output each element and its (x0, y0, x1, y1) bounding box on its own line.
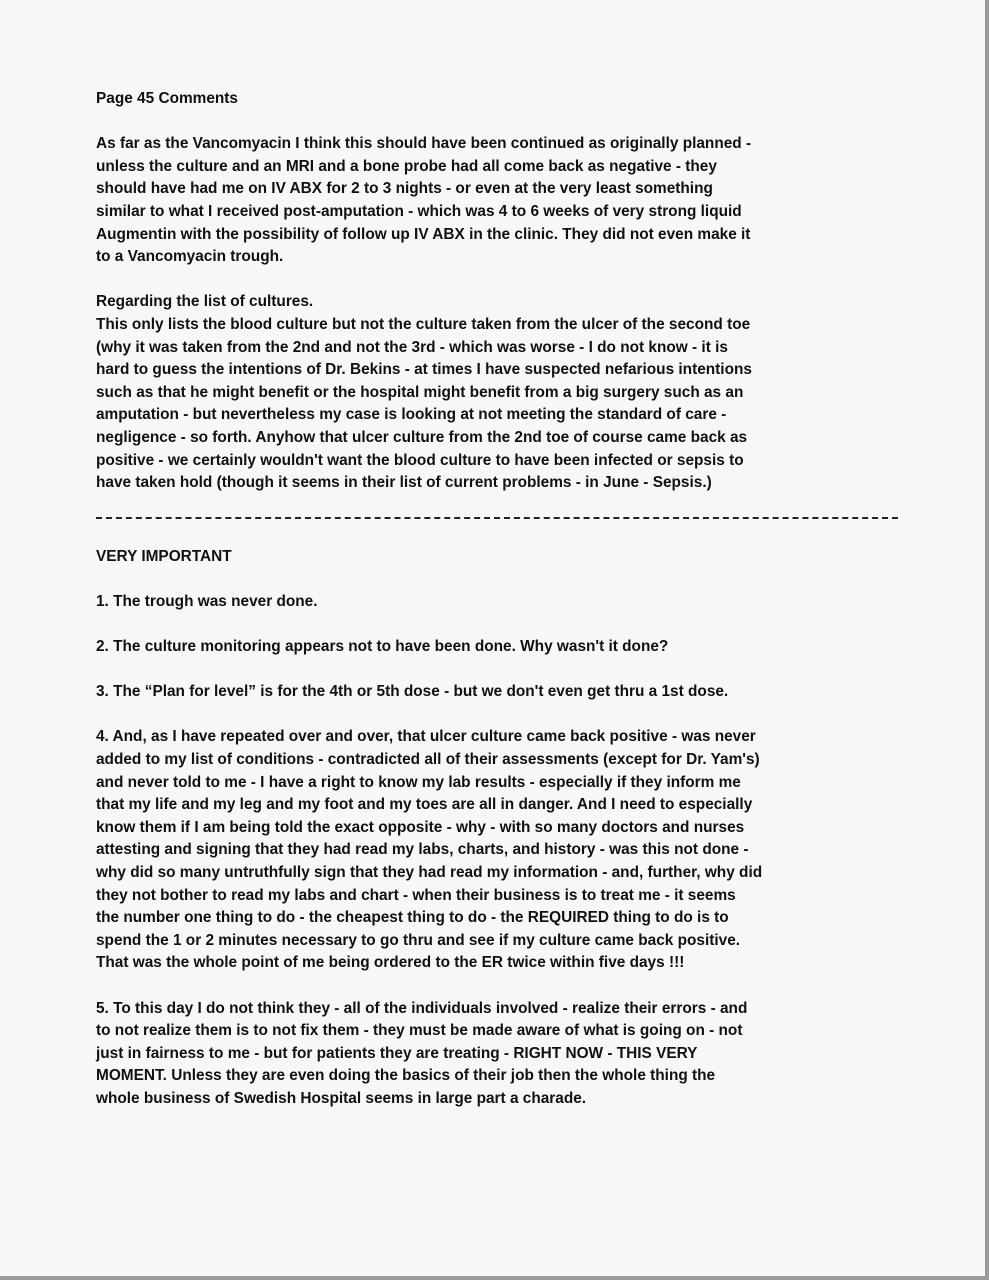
list-item-5 (96, 998, 896, 1111)
spacer (96, 269, 896, 292)
text-line: spend the 1 or 2 minutes necessary to go thru and see if my culture came back positive. (96, 931, 741, 949)
text-line: As far as the Vancomyacin I think this should have been continued as originally planned - (96, 135, 752, 153)
spacer (96, 659, 896, 682)
paragraph-cultures (96, 291, 896, 494)
text-line: just in fairness to me - but for patients they are treating - RIGHT NOW - THIS VERY (96, 1044, 698, 1062)
page-title: Page 45 Comments (96, 90, 238, 107)
spacer (96, 613, 896, 636)
list-item-1: 1. The trough was never done. (96, 592, 318, 610)
text-line: to not realize them is to not fix them - they must be made aware of what is going on - not (96, 1022, 743, 1040)
text-line: know them if I am being told the exact opposite - why - with so many doctors and nurses (96, 818, 745, 836)
text-line: Regarding the list of cultures. (96, 293, 314, 311)
dashed-divider (96, 517, 898, 520)
text-line: negligence - so forth. Anyhow that ulcer culture from the 2nd toe of course came back as (96, 428, 748, 446)
text-line: added to my list of conditions - contradicted all of their assessments (except for Dr. Yam's) (96, 751, 760, 769)
text-line: unless the culture and an MRI and a bone probe had all come back as negative - they (96, 157, 717, 175)
text-line: they not bother to read my labs and chart - when their business is to treat me - it seems (96, 886, 736, 904)
text-line: attesting and signing that they had read my labs, charts, and history - was this not done - (96, 841, 749, 859)
text-line: Augmentin with the possibility of follow up IV ABX in the clinic. They did not even make it (96, 225, 751, 243)
text-line: should have had me on IV ABX for 2 to 3 nights - or even at the very least something (96, 180, 713, 198)
text-line: have taken hold (though it seems in their list of current problems - in June - Sepsis.) (96, 474, 712, 492)
text-line: why did so many untruthfully sign that they had read my information - and, further, why did (96, 864, 763, 881)
text-line: to a Vancomyacin trough. (96, 248, 284, 266)
list-item-4 (96, 726, 896, 975)
spacer (96, 975, 896, 998)
paragraph-vancomyacin (96, 133, 896, 269)
text-line: 4. And, as I have repeated over and over, that ulcer culture came back positive - was never (96, 728, 756, 746)
text-line: positive - we certainly wouldn't want the blood culture to have been infected or sepsis to (96, 451, 744, 469)
spacer (96, 568, 896, 591)
text-line: MOMENT. Unless they are even doing the basics of their job then the whole thing the (96, 1067, 716, 1085)
text-line: This only lists the blood culture but not the culture taken from the ulcer of the second toe (96, 315, 751, 333)
text-line: and never told to me - I have a right to know my lab results - especially if they inform me (96, 773, 741, 791)
text-line: that my life and my leg and my foot and my toes are all in danger. And I need to especially (96, 796, 753, 814)
text-line: the number one thing to do - the cheapest thing to do - the REQUIRED thing to do is to (96, 909, 729, 927)
text-line: amputation - but nevertheless my case is looking at not meeting the standard of care - (96, 406, 727, 424)
text-line: (why it was taken from the 2nd and not the 3rd - which was worse - I do not know - it is (96, 338, 728, 356)
text-line: hard to guess the intentions of Dr. Bekins - at times I have suspected nefarious intentions (96, 361, 752, 379)
text-line: 5. To this day I do not think they - all of the individuals involved - realize their errors - and (96, 999, 748, 1017)
list-item-2: 2. The culture monitoring appears not to have been done. Why wasn't it done? (96, 638, 669, 656)
list-item-3: 3. The “Plan for level” is for the 4th or 5th dose - but we don't even get thru a 1st dose. (96, 683, 729, 701)
text-line: That was the whole point of me being ordered to the ER twice within five days !!! (96, 954, 685, 972)
section-heading: VERY IMPORTANT (96, 547, 232, 565)
text-line: whole business of Swedish Hospital seems in large part a charade. (96, 1089, 587, 1107)
text-line: such as that he might benefit or the hospital might benefit from a big surgery such as an (96, 383, 744, 401)
document-body (96, 88, 896, 1111)
spacer (96, 704, 896, 727)
text-line: similar to what I received post-amputation - which was 4 to 6 weeks of very strong liquid (96, 202, 742, 220)
